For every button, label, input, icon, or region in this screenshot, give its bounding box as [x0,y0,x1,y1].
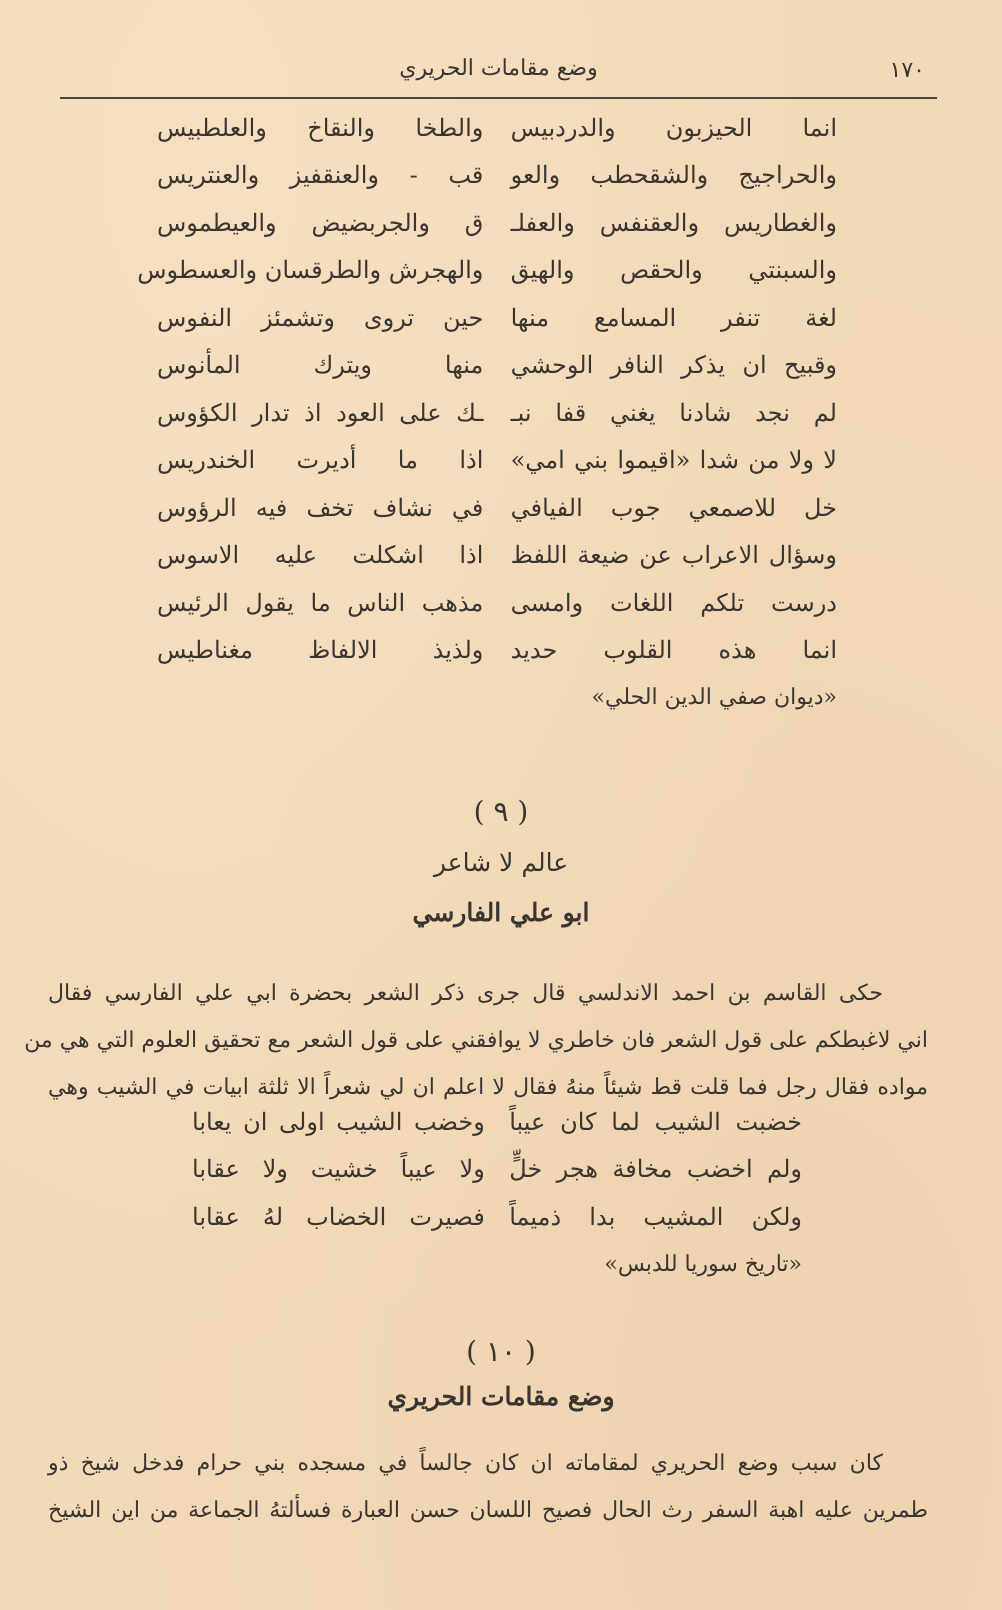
header-rule [60,97,937,99]
verse [157,294,837,342]
citation [157,674,837,722]
section-number: ( ٩ ) [473,795,529,828]
hemistich-first: لغة تنفر المسامع منها [510,303,837,332]
section-prose [24,970,928,1111]
hemistich-first: انما الحيزبون والدردبيس [510,113,837,142]
hemistich-second: والطخا والنقاخ والعلطبيس [157,113,484,142]
prose-line: اني لاغبطكم على قول الشعر فان خاطري لا يوافقني على قول الشعر مع تحقيق العلوم التي هي من [24,1028,928,1053]
hemistich-first: والسبنتي والحقص والهيق [510,256,837,285]
citation-text: «ديوان صفي الدين الحلي» [591,685,837,711]
hemistich-second: وخضب الشيب اولى ان يعابا [192,1107,485,1136]
prose-line: حكى القاسم بن احمد الاندلسي قال جرى ذكر الشعر بحضرة ابي علي الفارسي فقال [48,981,883,1006]
hemistich-second: اذا اشكلت عليه الاسوس [157,541,484,570]
hemistich-first: لا ولا من شدا «اقيموا بني امي» [510,446,837,475]
prose-line: مواده فقال رجل فما قلت قط شيئاً منهُ فقال لا اعلم ان لي شعراً الا ثلثة ابيات في الشيب وهي [48,1075,928,1100]
verse [157,532,837,580]
hemistich-first: خضبت الشيب لما كان عيباً [509,1107,802,1136]
verse [157,342,837,390]
citation-text: «تاريخ سوريا للدبس» [604,1251,802,1277]
hemistich-first: لم نجد شادنا يغني قفا نبـ [510,398,837,427]
hemistich-second: حين تروى وتشمئز النفوس [157,303,484,332]
verse [157,389,837,437]
section-title: عالم لا شاعر [433,848,569,877]
prose-line: طمرين عليه اهبة السفر رث الحال فصيح اللسان حسن العبارة فسألتهُ الجماعة من اين الشيخ [48,1498,928,1523]
verse [157,627,837,675]
hemistich-second: ولذيذ الالفاظ مغناطيس [157,636,484,665]
hemistich-second: ق والجربضيض والعيطموس [157,208,484,237]
section-number: ( ١٠ ) [466,1335,536,1368]
hemistich-second: قب - والعنقفيز والعنتريس [157,161,484,190]
hemistich-second: منها ويترك المأنوس [157,351,484,380]
hemistich-second: ولا عيباً خشيت ولا عقابا [192,1155,485,1184]
verse [157,104,837,152]
poem-grey-hair [192,1098,802,1288]
hemistich-first: والحراجيج والشقحطب والعو [510,161,837,190]
verse [137,247,837,295]
hemistich-first: وقبيح ان يذكر النافر الوحشي [510,351,837,380]
hemistich-first: وسؤال الاعراب عن ضيعة اللفظ [510,541,837,570]
verse [192,1193,802,1241]
verse [157,579,837,627]
hemistich-second: ـك على العود اذ تدار الكؤوس [157,398,484,427]
poem-safi-al-din [137,104,837,722]
citation [192,1241,802,1289]
hemistich-first: والغطاريس والعقنفس والعفلـ [510,208,837,237]
verse [192,1098,802,1146]
prose-line: كان سبب وضع الحريري لمقاماته ان كان جالساً في مسجده بني حرام فدخل شيخ ذو [48,1451,883,1476]
section-prose [48,1440,928,1534]
verse [157,199,837,247]
hemistich-second: في نشاف تخف فيه الرؤوس [157,493,484,522]
page-number: ١٧٠ [889,58,925,83]
hemistich-second: مذهب الناس ما يقول الرئيس [157,588,484,617]
verse [157,484,837,532]
hemistich-first: خل للاصمعي جوب الفيافي [510,493,837,522]
hemistich-first: ولكن المشيب بدا ذميماً [509,1202,802,1231]
section-title: وضع مقامات الحريري [387,1382,615,1411]
verse [157,152,837,200]
hemistich-first: انما هذه القلوب حديد [510,636,837,665]
hemistich-second: فصيرت الخضاب لهُ عقابا [192,1202,485,1231]
verse [157,437,837,485]
hemistich-second: اذا ما أديرت الخندريس [157,446,484,475]
hemistich-first: ولم اخضب مخافة هجر خلٍّ [509,1155,802,1184]
running-title: وضع مقامات الحريري [399,56,598,81]
hemistich-first: درست تلكم اللغات وامسى [510,588,837,617]
section-subtitle: ابو علي الفارسي [412,898,590,927]
verse [192,1146,802,1194]
hemistich-second: والهجرش والطرقسان والعسطوس [137,256,484,285]
page-header [60,52,937,98]
